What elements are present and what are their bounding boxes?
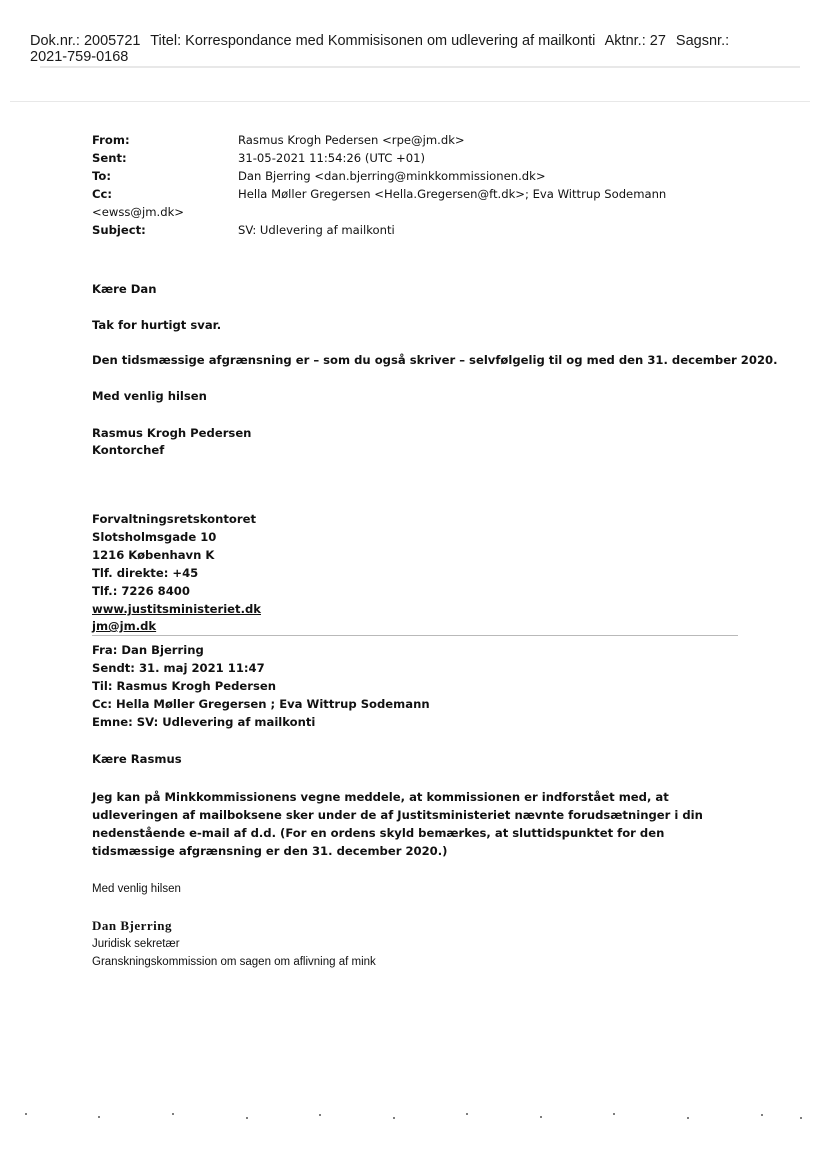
website-link[interactable]: www.justitsministeriet.dk <box>92 602 261 616</box>
to-label: To: <box>92 169 111 183</box>
scan-dot <box>800 1117 802 1119</box>
to-value: Dan Bjerring <dan.bjerring@minkkommissionen.dk> <box>238 169 546 183</box>
quoted-signature-title: Juridisk sekretær <box>92 938 180 950</box>
scan-artifact <box>10 101 810 102</box>
document-header <box>30 33 820 65</box>
greeting: Kære Dan <box>92 282 157 296</box>
body-line: Den tidsmæssige afgrænsning er – som du også skriver – selvfølgelig til og med den 31. december 2020. <box>92 353 778 367</box>
quoted-to: Til: Rasmus Krogh Pedersen <box>92 679 276 693</box>
sent-value: 31-05-2021 11:54:26 (UTC +01) <box>238 151 425 165</box>
office-address: 1216 København K <box>92 548 215 562</box>
email-link[interactable]: jm@jm.dk <box>92 619 157 633</box>
doc-title: Titel: Korrespondance med Kommisisonen om udlevering af mailkonti <box>150 33 596 49</box>
quoted-from: Fra: Dan Bjerring <box>92 643 204 657</box>
scan-dot <box>540 1116 542 1118</box>
scan-dot <box>98 1116 100 1118</box>
scan-dot <box>613 1113 615 1115</box>
scan-dot <box>466 1113 468 1115</box>
cc-value: Hella Møller Gregersen <Hella.Gregersen@ft.dk>; Eva Wittrup Sodemann <box>238 187 667 201</box>
doc-sagsnr-value: 2021-759-0168 <box>30 49 129 65</box>
scan-dot <box>25 1113 27 1115</box>
body-line: Tak for hurtigt svar. <box>92 318 222 332</box>
doc-number: Dok.nr.: 2005721 <box>30 33 141 49</box>
quoted-subject: Emne: SV: Udlevering af mailkonti <box>92 715 316 729</box>
office-phone: Tlf.: 7226 8400 <box>92 584 190 598</box>
scan-artifact <box>40 66 800 68</box>
quoted-cc: Cc: Hella Møller Gregersen ; Eva Wittrup Sodemann <box>92 697 430 711</box>
scan-dot <box>172 1113 174 1115</box>
cc-continued: <ewss@jm.dk> <box>92 205 184 219</box>
closing: Med venlig hilsen <box>92 389 207 403</box>
quoted-signature-org: Granskningskommission om sagen om aflivning af mink <box>92 956 376 968</box>
signature-name: Rasmus Krogh Pedersen <box>92 426 252 440</box>
quoted-closing: Med venlig hilsen <box>92 883 181 895</box>
from-value: Rasmus Krogh Pedersen <rpe@jm.dk> <box>238 133 465 147</box>
office-name: Forvaltningsretskontoret <box>92 512 256 526</box>
quoted-signature-name: Dan Bjerring <box>92 918 173 933</box>
from-label: From: <box>92 133 130 147</box>
scan-dot <box>319 1114 321 1116</box>
quoted-sent: Sendt: 31. maj 2021 11:47 <box>92 661 265 675</box>
scan-dot <box>246 1117 248 1119</box>
office-address: Slotsholmsgade 10 <box>92 530 217 544</box>
scan-dot <box>687 1117 689 1119</box>
office-phone-direct: Tlf. direkte: +45 <box>92 566 199 580</box>
quoted-body: Jeg kan på Minkkommissionens vegne meddele, at kommissionen er indforstået med, at udleveringen af mailboksene sker under de af Justitsministeriet nævnte forudsætninger i din nedenstående e-mail af d.d. (For en ordens skyld bemærkes, at sluttidspunktet for den tidsmæssige afgrænsning er den 31. december 2020.) <box>92 790 703 858</box>
scan-dot <box>393 1117 395 1119</box>
doc-aktnr: Aktnr.: 27 <box>604 33 666 49</box>
sent-label: Sent: <box>92 151 127 165</box>
scan-dot <box>761 1114 763 1116</box>
subject-label: Subject: <box>92 223 146 237</box>
subject-value: SV: Udlevering af mailkonti <box>238 223 395 237</box>
cc-label: Cc: <box>92 187 113 201</box>
doc-sagsnr-label: Sagsnr.: <box>675 33 730 49</box>
signature-title: Kontorchef <box>92 443 165 457</box>
email-divider <box>92 635 738 636</box>
quoted-greeting: Kære Rasmus <box>92 752 182 766</box>
